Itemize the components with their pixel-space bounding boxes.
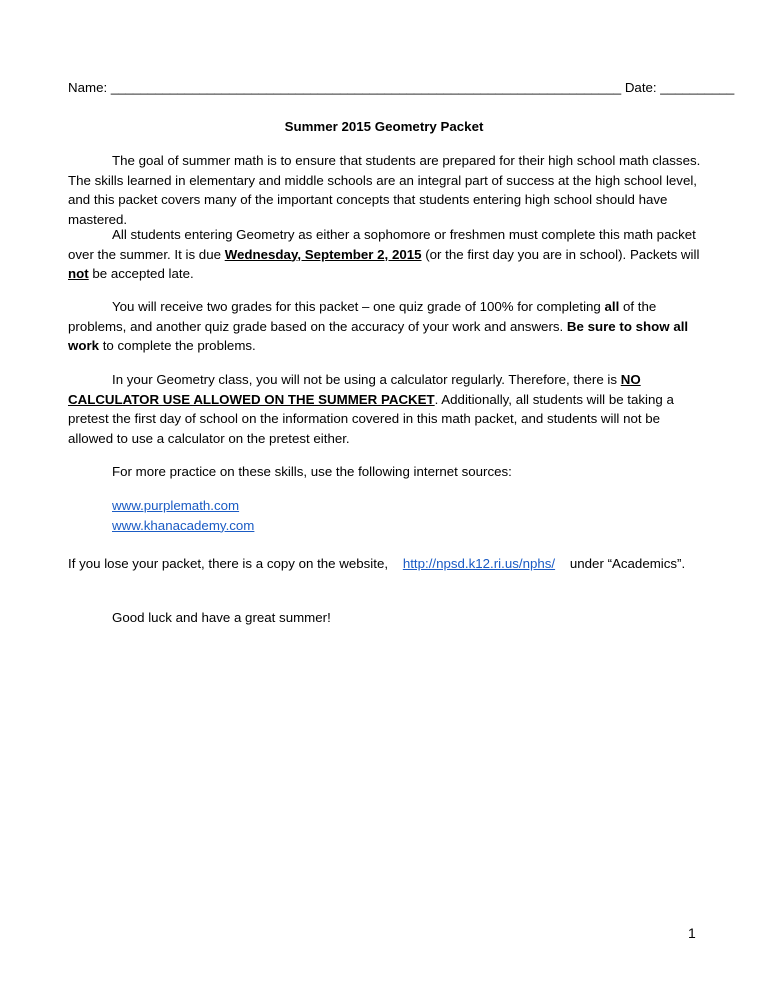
due-date-paragraph <box>68 225 708 284</box>
not-emphasis: not <box>68 266 89 281</box>
all-emphasis: all <box>604 299 620 314</box>
resource-links <box>112 496 254 535</box>
p3-text-a: You will receive two grades for this packet – one quiz grade of 100% for completing <box>112 299 605 314</box>
p3-text-b: of the problems, and another quiz grade based on the accuracy of your work and answers. <box>68 299 657 334</box>
no-calculator-emphasis: NO CALCULATOR USE ALLOWED ON THE SUMMER PACKET <box>68 372 641 407</box>
p2-text-c: be accepted late. <box>88 266 194 281</box>
intro-paragraph: The goal of summer math is to ensure that students are prepared for their high school math classes. The skills learned in elementary and middle schools are an integral part of success at the high school level, and this packet covers many of the important concepts that students entering high school should have mastered. <box>68 153 701 227</box>
p4-text-a: In your Geometry class, you will not be using a calculator regularly. Therefore, there is <box>112 372 621 387</box>
p2-text-b: (or the first day you are in school). Packets will <box>421 246 700 262</box>
practice-sources-text: For more practice on these skills, use the following internet sources: <box>112 464 512 479</box>
link-khanacademy[interactable]: www.khanacademy.com <box>112 517 255 533</box>
p3-text-c: to complete the problems. <box>99 338 256 353</box>
page-title: Summer 2015 Geometry Packet <box>284 119 484 134</box>
name-date-line <box>68 78 734 98</box>
date-field[interactable]: Date: __________ <box>624 80 735 95</box>
p2-text-a: All students entering Geometry as either a sophomore or freshmen must complete this math packet over the summer. It is due <box>68 227 696 262</box>
lost-text-a: If you lose your packet, there is a copy on the website, <box>68 556 389 571</box>
page-number: 1 <box>688 925 696 941</box>
lost-text-b: under “Academics”. <box>569 556 686 571</box>
link-purplemath[interactable]: www.purplemath.com <box>112 498 240 513</box>
due-date: Wednesday, September 2, 2015 <box>224 246 422 262</box>
closing-text: Good luck and have a great summer! <box>112 610 331 625</box>
grading-paragraph <box>68 297 708 356</box>
name-field[interactable]: Name: _____________________________________________________________________ <box>68 80 622 95</box>
lost-packet-line <box>68 554 685 574</box>
calculator-paragraph <box>68 370 708 448</box>
show-work-emphasis: Be sure to show all work <box>68 318 689 353</box>
link-school-website[interactable]: http://npsd.k12.ri.us/nphs/ <box>402 556 556 571</box>
p4-text-b: . Additionally, all students will be taking a pretest the first day of school on the information covered in this math packet, and students will not be allowed to use a calculator on the pretest either. <box>68 391 674 446</box>
